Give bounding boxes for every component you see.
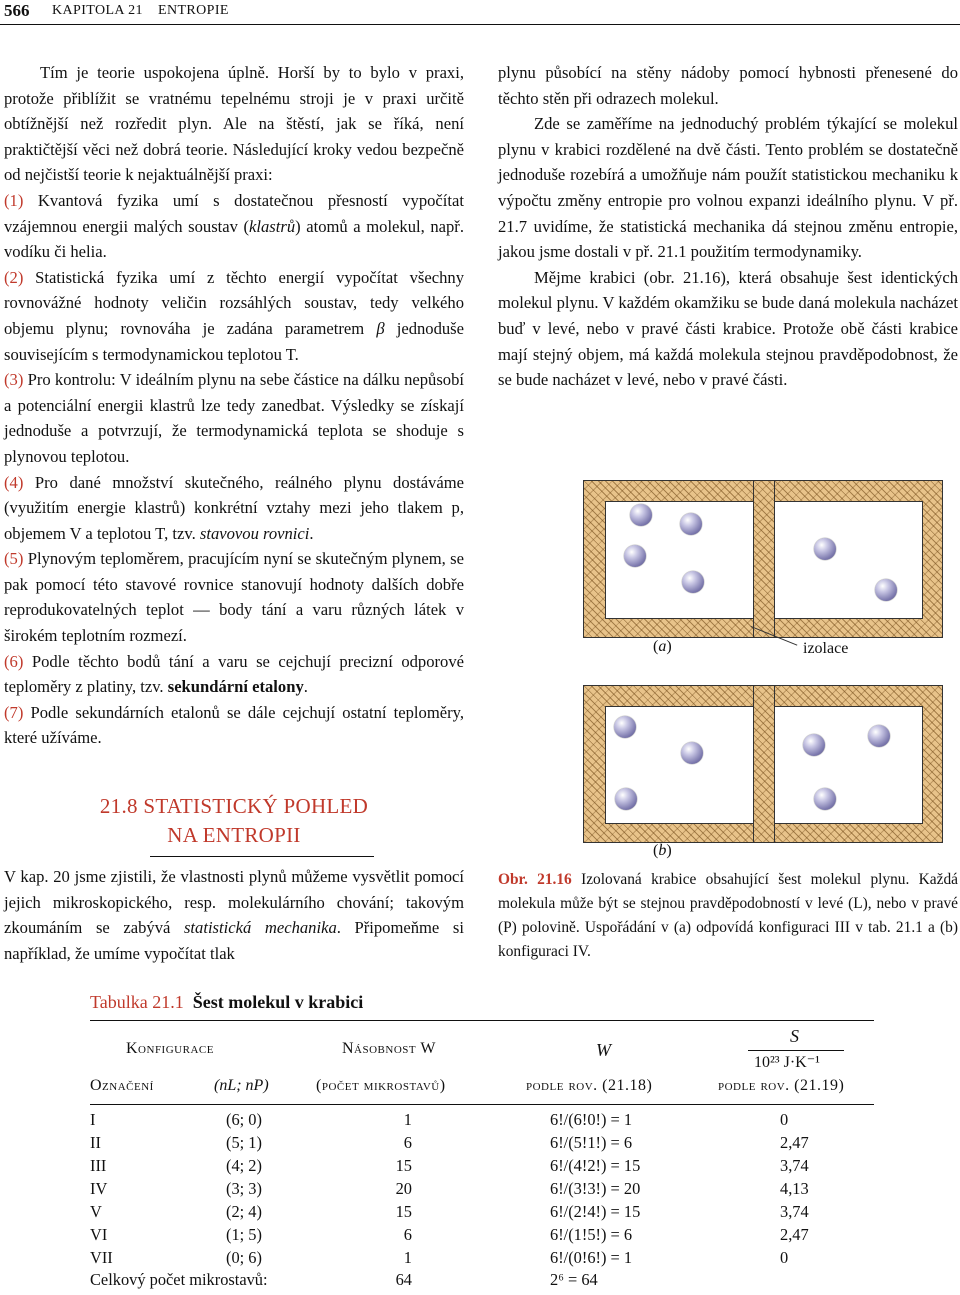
right-paragraph-1: plynu působící na stěny nádoby pomocí hybnosti přenesené do těchto stěn při odrazech molekul. [498,63,958,108]
table-header-rule [90,1104,874,1105]
section-title-line-2: NA ENTROPII [167,823,301,847]
cell-s: 2,47 [780,1133,809,1152]
header-w: W [596,1040,611,1060]
cell-n: (1; 5) [226,1225,262,1244]
total-label: Celkový počet mikrostavů: [90,1270,268,1289]
header-nasobnost: Násobnost W [342,1040,436,1057]
step-3: (3) Pro kontrolu: V ideálním plynu na sebe částice na dálku nepůsobí a potenciální energii klastrů lze tedy zanedbat. Výsledky se získají jednoduše a potvrzují, že termodynamická teplota se shoduje s plynovou teplotou. [4,370,464,466]
cell-calc: 6!/(4!2!) = 15 [550,1156,641,1175]
cell-n: (3; 3) [226,1179,262,1198]
molecule [875,579,897,601]
step-2: (2) Statistická fyzika umí z těchto energií vypočítat všechny rovnovážné hodnoty veličin rozsáhlých soustav, tedy velkého objemu plynu; rovnováha je zadána parametrem β jednoduše souvisejícím s termodynamickou teplotou T. [4,267,464,364]
cell-w: 20 [395,1179,412,1198]
total-value: 64 [395,1270,412,1289]
header-s-fraction-bar [748,1050,844,1051]
chapter-name: ENTROPIE [158,3,229,18]
cell-oznaceni: I [90,1110,96,1129]
header-s-denominator: 10²³ J·K⁻¹ [754,1054,820,1071]
section-title-line-1: 21.8 STATISTICKÝ POHLED [99,794,369,818]
cell-s: 4,13 [780,1179,809,1198]
molecule [630,504,652,526]
cell-n: (2; 4) [226,1202,262,1221]
table-title [90,992,363,1013]
cell-oznaceni: VI [90,1225,108,1244]
intro-paragraph: Tím je teorie uspokojena úplně. Horší by to bylo v praxi, protože přiblížit se vratnému tepelnému stroji je v praxi určitě obtížnější než rozředit plyn. Ale na štěstí, jak se říká, není praktičtější věci než dobrá teorie. Následující kroky vedou bezpečně od nejčistší teorie k nejaktuálnější praxi: [4,63,464,185]
molecule [868,725,890,747]
cell-n: (5; 1) [226,1133,262,1152]
cell-oznaceni: V [90,1202,102,1221]
cell-w: 6 [403,1133,412,1152]
chapter-label: KAPITOLA 21 [52,3,143,18]
total-calc: 2⁶ = 64 [550,1270,598,1289]
molecule [814,788,836,810]
cell-s: 3,74 [780,1202,809,1221]
cell-calc: 6!/(5!1!) = 6 [550,1133,633,1152]
header-podle-rov-2: podle rov. (21.19) [718,1077,845,1094]
cell-w: 15 [395,1156,412,1175]
header-konfigurace: Konfigurace [126,1040,214,1057]
cell-calc: 6!/(6!0!) = 1 [550,1110,633,1129]
cell-calc: 6!/(2!4!) = 15 [550,1202,641,1221]
cell-w: 15 [395,1202,412,1221]
cell-s: 0 [780,1248,789,1267]
box-a-divider [753,481,775,637]
right-paragraph-3: Mějme krabici (obr. 21.16), která obsahuje šest identických molekul plynu. V každém okamžiku se bude daná molekula nacházet buď v levé, nebo v pravé části krabice. Protože obě části krabice mají stejný objem, má každá molekula stejnou pravděpodobnost, že se bude nacházet v levé, nebo v pravé části. [498,267,958,390]
step-4: (4) Pro dané množství skutečného, reálného plynu dostáváme (využitím energie klastrů) konkrétní vztahy mezi jeho tlakem p, objemem V a teplotou T, tzv. stavovou rovnici. [4,472,464,543]
cell-n: (0; 6) [226,1248,262,1267]
molecule [681,742,703,764]
molecule [803,734,825,756]
cell-oznaceni: VII [90,1248,113,1267]
table-top-rule [90,1020,874,1021]
cell-s: 3,74 [780,1156,809,1175]
right-paragraph-2: Zde se zaměříme na jednoduchý problém týkající se molekul plynu v krabici rozdělené na dvě části. Tento problém se dostatečně jednoduše rozebírá a umožňuje nám použít statistickou mechaniku k výpočtu změny entropie pro volnou expanzi ideálního plynu. V př. 21.7 uvidíme, že statistická mechanika dá stejnou změnu entropie, jakou jsme dostali v př. 21.1 použitím termodynamiky. [498,114,958,262]
caption-label: Obr. 21.16 [498,871,572,888]
molecule [680,513,702,535]
caption-text: Izolovaná krabice obsahující šest molekul plynu. Každá molekula může být se stejnou pravděpodobností v levé (L), nebo v pravé (P) polovině. Uspořádání v (a) odpovídá konfiguraci III v tab. 21.1 a (b) konfiguraci IV. [498,871,958,960]
figure-label-a: (a) [653,638,672,655]
cell-w: 1 [403,1110,412,1129]
cell-calc: 6!/(3!3!) = 20 [550,1179,641,1198]
figure-caption [498,868,958,964]
molecule [682,571,704,593]
header-nl-np: (nL; nP) [214,1077,269,1094]
molecule [615,788,637,810]
molecule [814,538,836,560]
cell-w: 1 [403,1248,412,1267]
header-oznaceni: Označení [90,1077,154,1094]
section-rule [150,856,374,857]
figure-label-b: (b) [653,842,672,859]
cell-calc: 6!/(0!6!) = 1 [550,1248,633,1267]
header-pocet: (počet mikrostavů) [316,1077,446,1094]
right-column [498,60,958,393]
page-header [0,0,960,26]
step-7: (7) Podle sekundárních etalonů se dále cejchují ostatní teploměry, které užíváme. [4,702,464,748]
cell-oznaceni: IV [90,1179,108,1198]
table-name: Šest molekul v krabici [192,992,364,1012]
step-6: (6) Podle těchto bodů tání a varu se cejchují precizní odporové teploměry z platiny, tzv. sekundární etalony. [4,651,464,697]
cell-oznaceni: II [90,1133,101,1152]
molecule [614,716,636,738]
step-1: (1) Kvantová fyzika umí s dostatečnou přesností vypočítat vzájemnou energii malých soustav (klastrů) atomů a molekul, např. vodíku či helia. [4,190,464,262]
box-b [583,685,943,843]
molecule [624,545,646,567]
step-5: (5) Plynovým teploměrem, pracujícím nyní se skutečným plynem, se pak pomocí této stavové rovnice stanovují hodnoty dalších dobře reprodukovatelných teplot — body tání a varu různých látek v širokém teplotním rozmezí. [4,549,464,646]
table-number: Tabulka 21.1 [90,992,184,1012]
cell-oznaceni: III [90,1156,107,1175]
cell-s: 2,47 [780,1225,809,1244]
header-s-numerator: S [790,1026,799,1046]
header-podle-rov-1: podle rov. (21.18) [526,1077,653,1094]
header-rule [0,24,960,25]
box-a [583,480,943,638]
box-b-divider [753,686,775,842]
cell-calc: 6!/(1!5!) = 6 [550,1225,633,1244]
cell-n: (6; 0) [226,1110,262,1129]
cell-w: 6 [403,1225,412,1244]
insulation-label: izolace [803,640,849,657]
left-column [4,60,464,751]
page-number: 566 [4,1,30,20]
cell-s: 0 [780,1110,789,1129]
section-paragraph: V kap. 20 jsme zjistili, že vlastnosti plynů můžeme vysvětlit pomocí jejich mikroskopického, resp. molekulárního chování; takovým zkoumáním se zabývá statistická mechanika. Připomeňme si například, že umíme vypočítat tlak [4,867,464,963]
section-title [4,792,464,850]
cell-n: (4; 2) [226,1156,262,1175]
